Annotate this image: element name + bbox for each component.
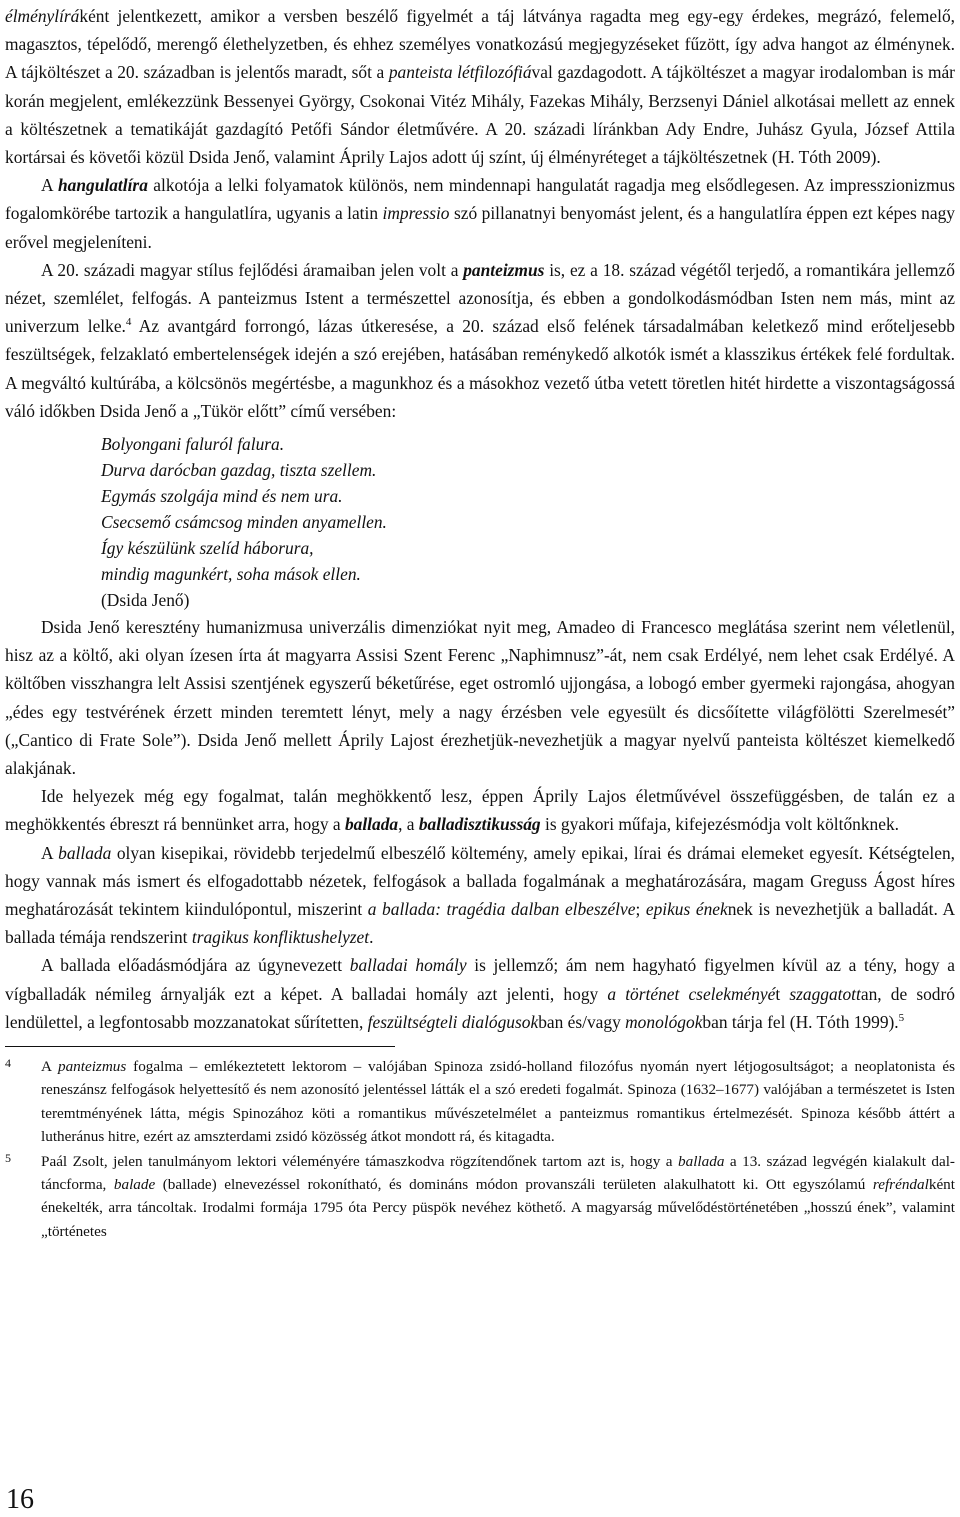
main-text-bottom — [5, 613, 955, 1036]
paragraph: A 20. századi magyar stílus fejlődési áramaiban jelen volt a panteizmus is, ez a 18. század végétől terjedő, a romantikára jellemző nézet, szemlélet, felfogás. A panteizmus Istent a természettel azonosítja, és ebben a gondolkodásmódban Isten nem más, mint az univerzum lelke.$^4$ Az avantgárd forrongó, lázas útkeresése, a 20. század első felének társadalmában keletkező mind erőteljesebb feszültségek, felzaklató embertelenségek idején a szó erejében, hatásában reménykedő alkotók ismét a klasszikus értékek felé fordultak. A megváltó kultúrába, a kölcsönös megértésbe, a magunkhoz és a másokhoz vezető útba vetett töretlen hitét hirdette a viszontagságossá váló időkben Dsida Jenő a „Tükör előtt” című versében: — [5, 259, 955, 421]
footnote — [5, 1055, 955, 1148]
footnote-number: 5 — [5, 1150, 11, 1165]
poem-line: Durva darócban gazdag, tiszta szellem. — [101, 460, 377, 481]
poem-line: Bolyongani faluról falura. — [101, 434, 285, 455]
footnote-text: A panteizmus fogalma – emlékeztetett lektorom – valójában Spinoza zsidó-holland filozófus nyomán nyert létjogosultságot; a neoplatonista és reneszánsz felfogások helyettesítő és nem azonosító jelentéssel látták el a szó eredeti fogalmát. Spinoza (1632–1677) valójában a természetet is Isten teremtményének látta, mégis Spinozához köti a romantikus művészetelmélet a panteizmus romantikus értelmezését. Spinoza később áttért a lutheránus hitre, ezért az amszterdami zsidó közösség átkot mondott rá, és kitagadta. — [41, 1058, 955, 1145]
poem-block — [101, 431, 955, 613]
paragraph: A hangulatlíra alkotója a lelki folyamatok különös, nem mindennapi hangulatát ragadja meg elsődlegesen. Az impresszionizmus fogalomkörébe tartozik a hangulatlíra, ugyanis a latin impressio szó pillanatnyi benyomást jelent, és a hangulatlíra éppen ezt képes nagy erővel megjeleníteni. — [5, 175, 955, 252]
poem-lines — [101, 431, 955, 587]
footnotes — [5, 1055, 955, 1243]
paragraph: A ballada előadásmódjára az úgynevezett balladai homály is jellemző; ám nem hagyható figyelmen kívül az a tény, hogy a vígballadák némileg árnyalják ezt a képet. A balladai homály azt jelenti, hogy a történet cselekményét szaggatottan, de sodró lendülettel, a legfontosabb mozzanatokat sűrítetten, feszültségteli dialógusokban és/vagy monológokban tárja fel (H. Tóth 1999).$^5$ — [5, 955, 956, 1032]
paragraph: élménylíráként jelentkezett, amikor a versben beszélő figyelmét a táj látványa ragadta meg egy-egy érdekes, megrázó, felemelő, magasztos, tépelődő, merengő élethelyzetben, és ehhez személyes vonatkozású megjegyzéseket fűzött, így adva hangot az élménynek. A tájköltészet a 20. században is jelentős maradt, sőt a panteista létfilozófiával gazdagodott. A tájköltészet a magyar irodalomban is már korán megjelent, emlékezzünk Bessenyei György, Csokonai Vitéz Mihály, Fazekas Mihály, Berzsenyi Dániel alkotásai mellett az ennek a költészetnek a tematikáját gazdagító Petőfi Sándor életművére. A 20. századi líránkban Ady Endre, Juhász Gyula, József Attila kortársai és követői közül Dsida Jenő, valamint Áprily Lajos adott új színt, új élményréteget a tájköltészetnek (H. Tóth 2009). — [5, 6, 955, 168]
poem-line: Csecsemő csámcsog minden anyamellen. — [101, 512, 387, 533]
main-text-top — [5, 2, 955, 425]
paragraph: Dsida Jenő keresztény humanizmusa univerzális dimenziókat nyit meg, Amadeo di Francesco meglátása szerint nem véletlenül, hisz az a költő, aki olyan ízesen írta át magyarra Assisi Szent Ferenc „Naphimnusz”-át, nem csak Erdélyé, nem lehet csak Erdélyé. A költőben visszhangra lelt Assisi szentjének egyszerű béketűrése, eget ostromló ujjongása, a lobogó ember gyermeki rajongása, ahogyan „édes egy testvérének érzett minden teremtett lényt, mely a nagy érzésben vele egyesült és dicsőítette világfölötti Szerelmesét” („Cantico di Frate Sole”). Dsida Jenő mellett Áprily Lajost érezhetjük-nevezhetjük a magyar nyelvű panteista költészet kiemelkedő alakjának. — [5, 617, 955, 779]
paragraph: Ide helyezek még egy fogalmat, talán meghökkentő lesz, éppen Áprily Lajos életművével összefüggésben, de talán ez a meghökkentés ébreszt rá bennünket arra, hogy a ballada, a balladisztikusság is gyakori műfaja, kifejezésmódja volt költőnknek. — [5, 786, 955, 835]
poem-line: mindig magunkért, soha mások ellen. — [101, 564, 361, 585]
paragraph: A ballada olyan kisepikai, rövidebb terjedelmű elbeszélő költemény, amely epikai, lírai és drámai elemeket egyesít. Kétségtelen, hogy vannak más ismert és elfogadottabb nézetek, felfogások a ballada fogalmának a meghatározására, magam Greguss Ágost híres meghatározását tekintem kiindulópontul, miszerint a ballada: tragédia dalban elbeszélve; epikus éneknek is nevezhetjük a balladát. A ballada témája rendszerint tragikus konfliktushelyzet. — [5, 842, 955, 948]
footnote — [5, 1150, 955, 1243]
poem-author: (Dsida Jenő) — [101, 590, 190, 611]
poem-line: Egymás szolgája mind és nem ura. — [101, 486, 343, 507]
document-page — [5, 2, 955, 1245]
page-number: 16 — [6, 1484, 34, 1515]
footnote-text: Paál Zsolt, jelen tanulmányom lektori véleményére támaszkodva rögzítendőnek tartom azt is, hogy a ballada a 13. század legvégén kialakult dal-táncforma, balade (ballade) elnevezéssel rokonítható, és domináns módon provanszáli területen alakulhatott ki. Ott egyszólamú refréndalként énekelték, arra táncoltak. Irodalmi formája 1795 óta Percy püspök nevéhez köthető. A magyarság művelődéstörténetében „hosszú ének”, valamint „történetes — [41, 1152, 955, 1240]
footnote-number: 4 — [5, 1056, 11, 1071]
poem-line: Így készülünk szelíd háborura, — [101, 538, 314, 559]
footnote-separator — [5, 1046, 395, 1047]
